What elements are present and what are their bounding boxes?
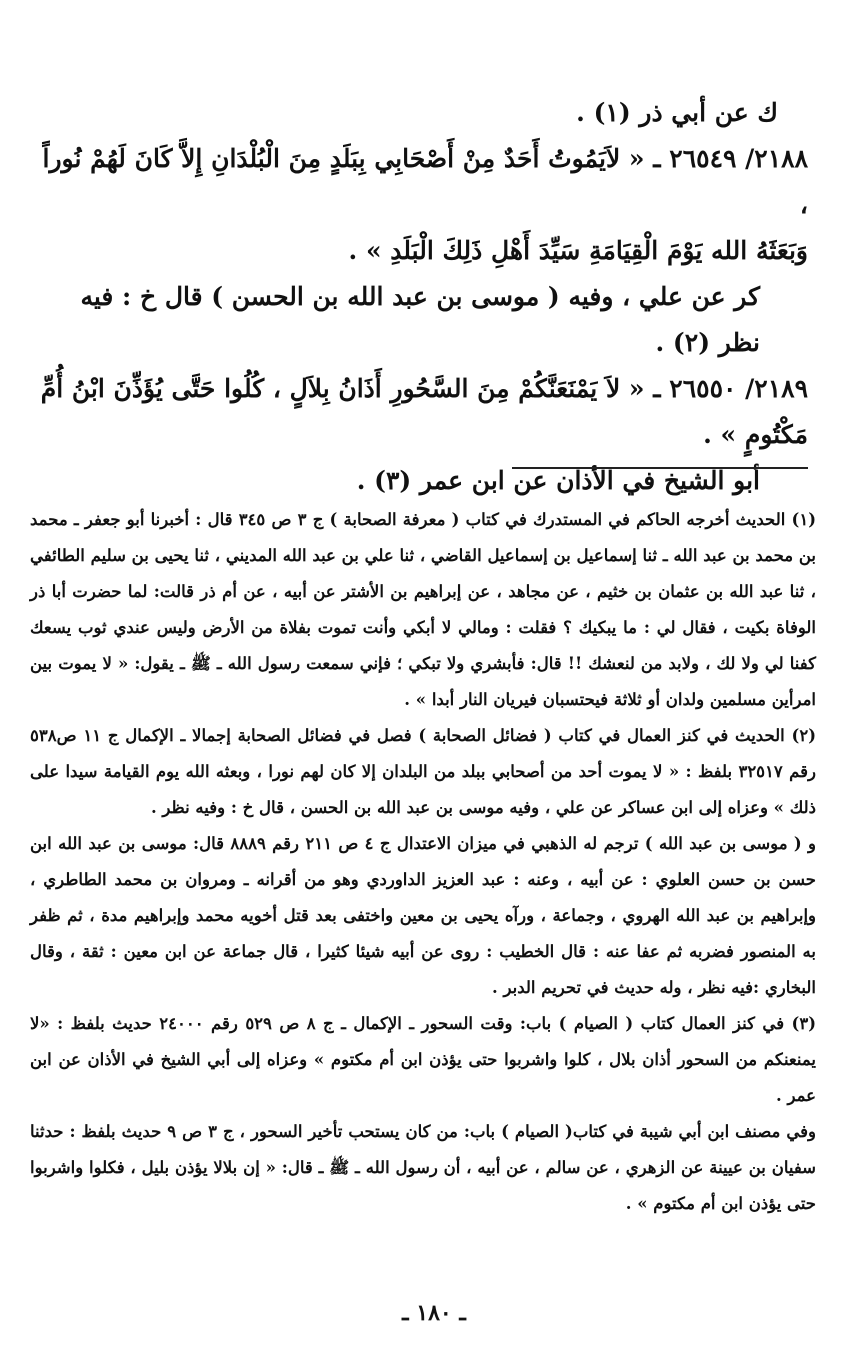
footnote-separator <box>512 467 808 469</box>
hadith-2188-line-2: وَبَعَثَهُ الله يَوْمَ الْقِيَامَةِ سَيِّدَ أَهْلِ ذَلِكَ الْبَلَدِ » . <box>348 236 808 265</box>
source-line: كر عن علي ، وفيه ( موسى بن عبد الله بن الحسن ) قال خ : فيه نظر (٢) . <box>80 282 760 357</box>
footnote-1: (١) الحديث أخرجه الحاكم في المستدرك في كتاب ( معرفة الصحابة ) ج ٣ ص ٣٤٥ قال : أخبرنا أبو جعفر ـ محمد بن محمد بن عبد الله ـ ثنا إسماعيل بن إسماعيل القاضي ، ثنا علي بن عبد الله المديني ، ثنا يحيى بن سليم الطائفي ، ثنا عبد الله بن عثمان بن خثيم ، عن مجاهد ، عن إبراهيم بن الأشتر عن أبيه ، عن أم ذر قالت: لما حضرت أبا ذر الوفاة بكيت ، فقال لي : ما يبكيك ؟ فقلت : ومالي لا أبكي وأنت تموت بفلاة من الأرض وليس عندي ثوب يسعك كفنا لي ولا لك ، ولابد من لنعشك !! قال: فأبشري ولا تبكي ؛ فإني سمعت رسول الله ـ ﷺ ـ يقول: « لا يموت بين امرأين مسلمين ولدان أو ثلاثة فيحتسبان فيريان النار أبدا » . <box>30 510 817 709</box>
hadith-2189-line-2: مَكْتُومٍ » . <box>703 420 808 449</box>
footnote-2: (٢) الحديث في كنز العمال في كتاب ( فضائل الصحابة ) فصل في فضائل الصحابة إجمالا ـ الإكمال ج ١١ ص٥٣٨ رقم ٣٢٥١٧ بلفظ : « لا يموت أحد من أصحابي ببلد من البلدان إلا كان لهم نورا ، وبعثه الله يوم القيامة سيدا على ذلك » وعزاه إلى ابن عساكر عن علي ، وفيه موسى بن عبد الله بن الحسن ، قال خ : وفيه نظر . <box>30 726 816 817</box>
source-line: أبو الشيخ في الأذان عن ابن عمر (٣) . <box>356 466 760 495</box>
footnote-3: (٣) في كنز العمال كتاب ( الصيام ) باب: وقت السحور ـ الإكمال ـ ج ٨ ص ٥٢٩ رقم ٢٤٠٠٠ حديث بلفظ : «لا يمنعنكم من السحور أذان بلال ، كلوا واشربوا حتى يؤذن ابن أم مكتوم » وعزاه إلى أبي الشيخ في الأذان عن ابن عمر . <box>30 1014 817 1105</box>
main-text <box>40 90 808 504</box>
page-number: ـ ١٨٠ ـ <box>402 1300 466 1326</box>
footnote-2-continued: و ( موسى بن عبد الله ) ترجم له الذهبي في ميزان الاعتدال ج ٤ ص ٢١١ رقم ٨٨٨٩ قال: موسى بن عبد الله ابن حسن بن حسن العلوي : عن أبيه ، وعنه : عبد العزيز الداوردي وهو من أقرانه ـ ومروان بن محمد الطاطري ، وإبراهيم بن عبد الله الهروي ، وجماعة ، ورآه يحيى بن معين واختفى بعد قتل أخويه محمد وإبراهيم مدة ، ثم ظفر به المنصور فضربه ثم عفا عنه : قال الخطيب : روى عن أبيه شيئا كثيرا ، قال جماعة عن ابن معين : ثقة ، وقال البخاري :فيه نظر ، وله حديث في تحريم الدبر . <box>30 834 817 997</box>
source-line: ك عن أبي ذر (١) . <box>576 98 778 127</box>
hadith-2189-line-1: ٢١٨٩/ ٢٦٥٥٠ ـ « لاَ يَمْنَعَنَّكُمْ مِنَ السَّحُورِ أَذَانُ بِلاَلٍ ، كُلُوا حَتَّى يُؤَذِّنَ ابْنُ أُمِّ <box>40 374 808 403</box>
hadith-2188-line-1: ٢١٨٨/ ٢٦٥٤٩ ـ « لاَيَمُوتُ أَحَدٌ مِنْ أَصْحَابِي بِبَلَدٍ مِنَ الْبُلْدَانِ إِلاَّ كَانَ لَهُمْ نُوراً ، <box>42 144 808 219</box>
footnotes <box>30 502 816 1222</box>
footnote-3-continued: وفي مصنف ابن أبي شيبة في كتاب( الصيام ) باب: من كان يستحب تأخير السحور ، ج ٣ ص ٩ حديث بلفظ : حدثنا سفيان بن عيينة عن الزهري ، عن سالم ، عن أبيه ، أن رسول الله ـ ﷺ ـ قال: « إن بلالا يؤذن بليل ، فكلوا واشربوا حتى يؤذن ابن أم مكتوم » . <box>30 1122 816 1213</box>
